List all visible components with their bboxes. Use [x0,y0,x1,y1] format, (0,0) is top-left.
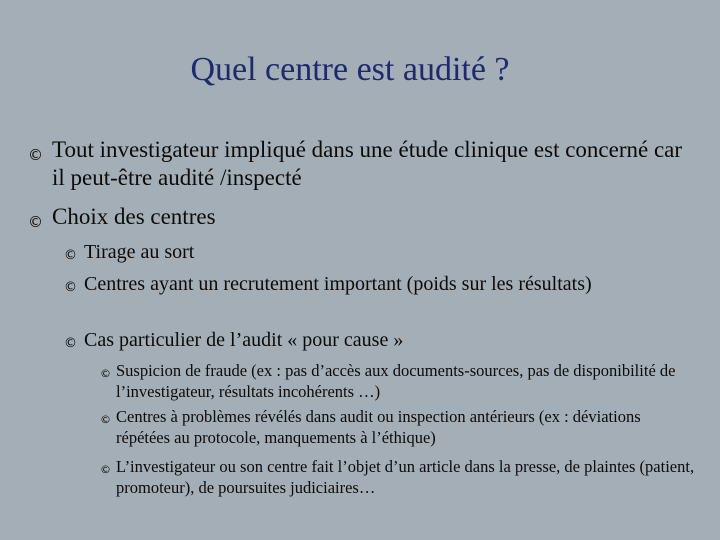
bullet-item-7 [100,406,696,448]
bullet-item-4 [64,272,624,296]
bullet-text: Centres à problèmes révélés dans audit ou inspection antérieurs (ex : déviations répétées au protocole, manquements à l’éthique) [116,407,641,447]
bullet-item-5 [64,328,624,352]
bullet-text: Choix des centres [52,204,216,229]
bullet-icon: © [28,213,43,231]
bullet-icon: © [64,248,77,263]
bullet-item-8 [100,456,696,498]
bullet-icon: © [100,413,111,426]
bullet-text: Tirage au sort [84,241,195,263]
bullet-text: Centres ayant un recrutement important (poids sur les résultats) [84,273,592,295]
bullet-item-1 [28,136,692,192]
slide-title: Quel centre est audité ? [190,51,510,88]
bullet-icon: © [64,280,77,295]
bullet-icon: © [28,146,43,164]
bullet-item-2 [28,203,692,231]
bullet-text: Tout investigateur impliqué dans une étude clinique est concerné car il peut-être audité /inspecté [52,137,683,190]
bullet-icon: © [100,367,111,380]
bullet-text: L’investigateur ou son centre fait l’objet d’un article dans la presse, de plaintes (patient, promoteur), de poursuites judiciaires… [116,457,695,497]
bullet-icon: © [100,463,111,476]
bullet-text: Suspicion de fraude (ex : pas d’accès aux documents-sources, pas de disponibilité de l’investigateur, résultats incohérents …) [116,361,676,401]
bullet-icon: © [64,336,77,351]
bullet-item-3 [64,240,624,264]
bullet-item-6 [100,360,696,402]
bullet-text: Cas particulier de l’audit « pour cause » [84,329,404,351]
